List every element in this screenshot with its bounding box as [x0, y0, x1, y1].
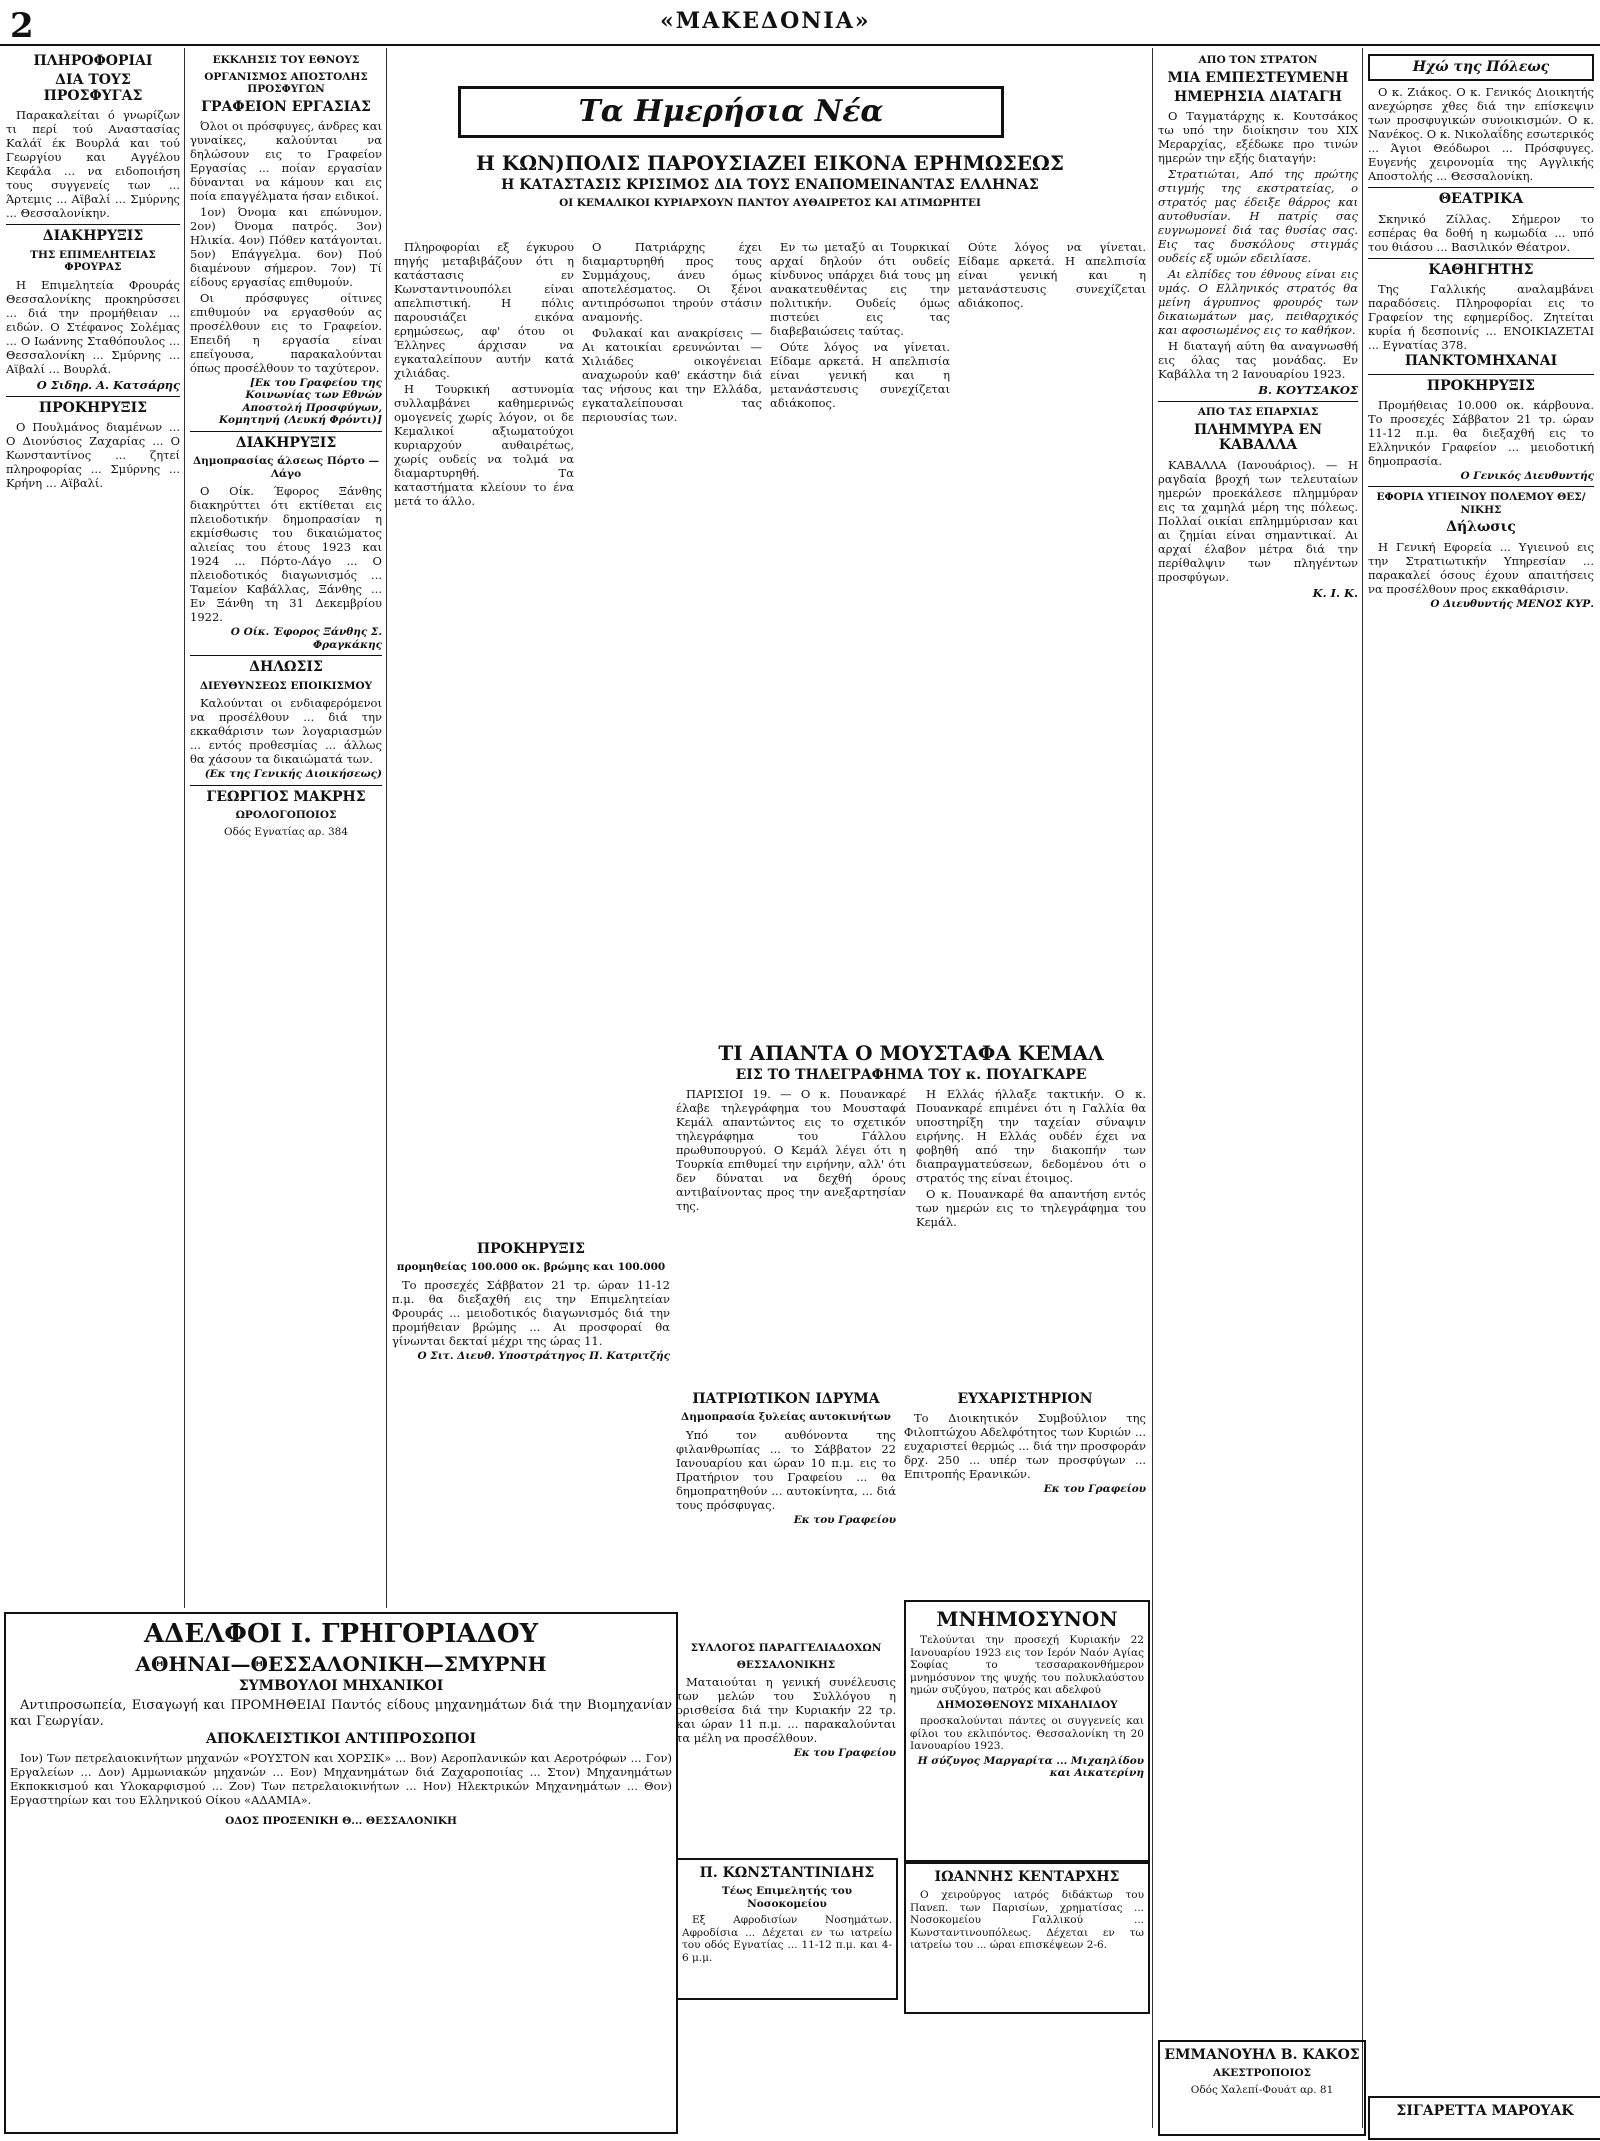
right2-text-3: Της Γαλλικής αναλαμβάνει παραδόσεις. Πληροφορίαι εις το Γραφείον της εφημερίδος. Ζητείται κυρία ή δεσποινίς ... ΕΝΟΙΚΙΑΖΕΤΑΙ ... Εγνατίας 378.: [1368, 282, 1594, 353]
right1-signature-1: Β. ΚΟΥΤΣΑΚΟΣ: [1258, 383, 1358, 398]
column-rule: [1362, 48, 1363, 2128]
right2-heading-3: ΚΑΘΗΓΗΤΗΣ: [1428, 261, 1534, 278]
grigoriadou-brothers-ad: [4, 1612, 678, 2134]
right1-text-1: Ο Ταγματάρχης κ. Κουτσάκος τω υπό την διοίκησιν του ΧΙΧ Μεραρχίας, εξέδωκε προ τινών ημερών την εξής διαταγήν:: [1158, 109, 1358, 166]
col1-heading-1: ΠΛΗΡΟΦΟΡΙΑΙ: [33, 53, 153, 69]
page-number: 2: [10, 6, 34, 46]
col2-text-5: Καλούνται οι ενδιαφερόμενοι να προσέλθουν ... διά την εκκαθάρισιν των λογαριασμών ... εντός προθεσμίας ... άλλως θα χάσουν τα δικαιώματά των.: [190, 696, 382, 767]
col2-address-8: Οδός Εγνατίας αρ. 384: [223, 825, 349, 838]
dentist-heading: ΕΜΜΑΝΟΥΗΛ Β. ΚΑΚΟΣ: [1164, 2047, 1360, 2063]
right1-text-5: ΚΑΒΑΛΛΑ (Ιανουάριος). — Η ραγδαία βροχή των τελευταίων ημερών προεκάλεσε πλημμύραν εις τα χαμηλά μέρη της πόλεως. Πολλαί οικίαι επλημμύρισαν και αι ζημίαι είναι σημαντικαί. Αι αρχαί έλαβον μέτρα διά την περίθαλψιν των πληγέντων προσφύγων.: [1158, 457, 1358, 584]
col1-heading-5: ΠΡΟΚΗΡΥΞΙΣ: [38, 399, 148, 416]
col2-heading-8: ΓΕΩΡΓΙΟΣ ΜΑΚΡΗΣ: [206, 788, 366, 805]
brothers-heading-2: ΑΠΟΚΛΕΙΣΤΙΚΟΙ ΑΝΤΙΠΡΟΣΩΠΟΙ: [205, 1730, 477, 1747]
union-sub: ΘΕΣΣΑΛΟΝΙΚΗΣ: [736, 1658, 836, 1671]
right1-signature-2: Κ. Ι. Κ.: [1312, 585, 1358, 600]
fete-sub: Δημοπρασία ξυλείας αυτοκινήτων: [681, 1411, 891, 1424]
main-text-4: Φυλακαί και ανακρίσεις — Αι κατοικίαι ερευνώνται — Χιλιάδες οικογένειαι αναχωρούν καθ' εκάστην διά τας νήσους και την Ελλάδα, εγκαταλείπουσαι τας περιουσίας των.: [582, 326, 762, 424]
main-story-headlines: [392, 150, 1148, 236]
right1-heading-3: ΑΠΟ ΤΑΣ ΕΠΑΡΧΙΑΣ: [1197, 406, 1319, 419]
col2-text-3: Οι πρόσφυγες οίτινες επιθυμούν να εργασθούν ας προσέλθουν εις το Γραφείον. Επειδή η εργασία είναι επείγουσα, παρακαλούνται όπως προσέλθουν το ταχύτερον.: [190, 290, 382, 375]
memorial-name: ΔΗΜΟΣΘΕΝΟΥΣ ΜΙΧΑΗΛΙΔΟΥ: [936, 1698, 1118, 1711]
doctor-sub: Τέως Επιμελητής του Νοσοκομείου: [721, 1885, 853, 1910]
union-signature: Εκ του Γραφείου: [793, 1747, 896, 1759]
main-story-col-1: [394, 240, 574, 1025]
masthead: [0, 0, 1600, 46]
right2-text-4: Προμήθειας 10.000 οκ. κάρβουνα. Το προσεχές Σάββατον 21 τρ. ώραν 11-12 π.μ. θα διεξαχθή εις το Ελληνικόν Γραφείον ... μειοδοτική δημοπρασία.: [1368, 397, 1594, 468]
brothers-footer: ΟΔΟΣ ΠΡΟΞΕΝΙΚΗ Θ... ΘΕΣΣΑΛΟΝΙΚΗ: [225, 1815, 457, 1828]
main-text-1: Πληροφορίαι εξ έγκυρου πηγής μεταβιβάζουν ότι η κατάστασις εν Κωνσταντινουπόλει είναι απελπιστική. Η πόλις παρουσιάζει εικόνα ερημώσεως, αφ' ότου οι Έλληνες άρχισαν να εγκαταλείπουν αυτήν κατά χιλιάδας.: [394, 240, 574, 380]
right2-heading-5: ΠΡΟΚΗΡΥΞΙΣ: [1426, 377, 1536, 394]
brothers-cities: ΑΘΗΝΑΙ—ΘΕΣΣΑΛΟΝΙΚΗ—ΣΜΥΡΝΗ: [135, 1651, 547, 1676]
col2-heading-1: ΕΚΚΛΗΣΙΣ ΤΟΥ ΕΘΝΟΥΣ: [212, 54, 360, 66]
col2-heading-6: ΔΗΛΩΣΙΣ: [249, 659, 323, 676]
proc-text: Το προσεχές Σάββατον 21 τρ. ώραν 11-12 π.μ. θα διεξαχθή εις την Επιμελητείαν Φρουράς ... μειοδοτικός διαγωνισμός διά την προμήθειαν βρώμης ... Αι προσφοραί θα γίνωνται δεκταί μέχρι της ώρας 11.: [392, 1277, 670, 1348]
right1-heading-4: ΠΛΗΜΜΥΡΑ ΕΝ ΚΑΒΑΛΛΑ: [1193, 421, 1323, 454]
right2-text-5: Η Γενική Εφορεία ... Υγιεινού εις την Στρατιωτικήν Υπηρεσίαν ... παρακαλεί όσους έχουν απαιτήσεις να προσέλθουν προς εκκαθάρισιν.: [1368, 539, 1594, 596]
main-text-3: Ο Πατριάρχης έχει διαμαρτυρηθή προς τους Συμμάχους, άνευ όμως αποτελέσματος. Οι ξένοι αντιπρόσωποι τηρούν στάσιν αναμονής.: [582, 240, 762, 324]
brothers-text-2: Ιον) Των πετρελαιοκινήτων μηχανών «ΡΟΥΣΤΟΝ και ΧΟΡΣΙΚ» ... Βον) Αεροπλανικών και Αεροτρόφων ... Γον) Εργαλείων ... Δον) Αμμωνιακών μηχανών ... Εον) Μηχανημάτων διά Ζαχαροποιίας ... Στον) Μηχανημάτων Εκποκκισμού και Υλοκαρφισμού ... Ζον) Των πετρελαιοκινήτων ... Ηον) Ηλεκτρικών Μηχανημάτων ... Θον) Εργαστηρίων και του Ελληνικού Οίκου «ΑΔΑΜΙΑ».: [10, 1751, 672, 1808]
right2-heading-2: ΘΕΑΤΡΙΚΑ: [1438, 191, 1524, 208]
kemal-subhead: ΕΙΣ ΤΟ ΤΗΛΕΓΡΑΦΗΜΑ ΤΟΥ κ. ΠΟΥΑΓΚΑΡΕ: [735, 1067, 1087, 1083]
memorial-heading: ΜΝΗΜΟΣΥΝΟΝ: [936, 1607, 1118, 1631]
kemal-story: [676, 1040, 1146, 1380]
fete-signature: Εκ του Γραφείου: [793, 1513, 896, 1526]
col2-heading-5: Δημοπρασίας άλσεως Πόρτο — Λάγο: [193, 455, 379, 480]
column-right-2: [1368, 52, 1594, 2062]
fete-heading: ΠΑΤΡΙΩΤΙΚΟΝ ΙΔΡΥΜΑ: [692, 1391, 880, 1407]
brothers-text-1: Αντιπροσωπεία, Εισαγωγή και ΠΡΟΜΗΘΕΙΑΙ Παντός είδους μηχανημάτων διά την Βιομηχανίαν και Γεωργίαν.: [10, 1697, 672, 1729]
main-subhead: Η ΚΑΤΑΣΤΑΣΙΣ ΚΡΙΣΙΜΟΣ ΔΙΑ ΤΟΥΣ ΕΝΑΠΟΜΕΙΝΑΝΤΑΣ ΕΛΛΗΝΑΣ: [501, 177, 1039, 193]
surgeon-text: Ο χειρούργος ιατρός διδάκτωρ του Πανεπ. των Παρισίων, χρηματίσας ... Νοσοκομείου Γαλλικού ... Κωνσταντινουπόλεως. Δέχεται εν τω ιατρείω του ... ώραι επισκέψεων 2-6.: [910, 1889, 1144, 1952]
right1-text-3: Αι ελπίδες του έθνους είναι εις υμάς. Ο Ελληνικός στρατός θα μείνη άγρυπνος φρουρός των δικαιωμάτων μας, πειθαρχικός και αφοσιωμένος εις το καθήκον.: [1158, 267, 1358, 338]
col2-heading-7: ΔΙΕΥΘΥΝΣΕΩΣ ΕΠΟΙΚΙΣΜΟΥ: [199, 679, 373, 692]
column-rule: [386, 48, 387, 1608]
proc-sub: προμηθείας 100.000 οκ. βρώμης και 100.000: [396, 1261, 666, 1274]
col2-text-4: Ο Οίκ. Έφορος Ξάνθης διακηρύττει ότι εκτίθεται εις πλειοδοτικήν δημοπρασίαν η εκμίσθωσις του δικαιώματος αλιείας του έτους 1923 και 1924 ... Πόρτο-Λάγο ... Ο πλειοδοτικός διαγωνισμός ... Ταμείον Καβάλλας, Ξάνθης ... Εν Ξάνθη τη 31 Δεκεμβρίου 1922.: [190, 484, 382, 625]
right1-heading-1: ΜΙΑ ΕΜΠΕΣΤΕΥΜΕΝΗ: [1167, 69, 1349, 86]
daily-news-banner: Τα Ημερήσια Νέα: [458, 86, 1004, 138]
column-1: [6, 52, 180, 1602]
col2-signature-1: [Εκ του Γραφείου της Κοινωνίας των Εθνών Αποστολή Προσφύγων, Κομητηνή (Λευκή Φρόντι)]: [218, 376, 382, 427]
column-rule: [184, 48, 185, 1608]
right2-heading-1: Ηχώ της Πόλεως: [1368, 54, 1594, 81]
brothers-sub: ΣΥΜΒΟΥΛΟΙ ΜΗΧΑΝΙΚΟΙ: [238, 1677, 444, 1694]
patriotic-foundation-notice: [676, 1390, 896, 1630]
right2-text-1: Ο κ. Ζιάκος. Ο κ. Γενικός Διοικητής ανεχώρησε χθες διά την επίσκεψιν των προσφυγικών συνοικισμών. Ο κ. Νανέκος. Ο κ. Νικολαΐδης εσωτερικός ... Άγιοι Θεόδωροι ... Πρόσφυγες. Ευγενής χειρονομία της Αγγλικής Αποστολής ... Θεσσαλονίκη.: [1368, 85, 1594, 184]
col2-sub-8: ΩΡΟΛΟΓΟΠΟΙΟΣ: [235, 809, 337, 822]
right2-signature-2: Ο Διευθυντής ΜΕΝΟΣ ΚΥΡ.: [1430, 597, 1594, 610]
merchants-union-notice: [676, 1640, 896, 1850]
column-right-1: [1158, 52, 1358, 1932]
col1-text-2: Η Επιμελητεία Φρουράς Θεσσαλονίκης προκηρύσσει ... διά την προμήθειαν ... ειδών. Ο Στέφανος Σολέμας ... Ο Ιωάννης Σταθόπουλος ... Θεσσαλονίκη ... Σμύρνης ... Αϊβαλί ... Βουρλά.: [6, 277, 180, 376]
right1-heading-0: ΑΠΟ ΤΟΝ ΣΤΡΑΤΟΝ: [1198, 54, 1318, 66]
union-text: Ματαιούται η γενική συνέλευσις των μελών του Συλλόγου η ορισθείσα διά την Κυριακήν 22 τρ. και ώραν 11 π.μ. ... παρακαλούνται τα μέλη να προσέλθουν.: [676, 1675, 896, 1745]
right2-heading-4: ΠΑΝΚΤΟΜΗΧΑΝΑΙ: [1404, 353, 1558, 370]
col1-text-3: Ο Πουλμάνος διαμένων ... Ο Διονύσιος Ζαχαρίας ... Ο Κωνσταντίνος ... ζητεί πληροφορίας ... Σμύρνης ... Κρήνη ... Αϊβαλί.: [6, 419, 180, 490]
col2-heading-3: ΓΡΑΦΕΙΟΝ ΕΡΓΑΣΙΑΣ: [201, 98, 371, 115]
col1-heading-3: ΔΙΑΚΗΡΥΞΙΣ: [42, 228, 144, 245]
memorial-signature: Η σύζυγος Μαργαρίτα ... Μιχαηλίδου και Αικατερίνη: [917, 1754, 1144, 1779]
memorial-notice: [904, 1600, 1150, 1862]
doctor-ad: [676, 1858, 898, 2000]
main-story-col-2: [582, 240, 762, 1025]
dentist-address: Οδός Χαλεπί-Φουάτ αρ. 81: [1190, 2083, 1334, 2096]
dentist-sub: ΑΚΕΣΤΡΟΠΟΙΟΣ: [1212, 2067, 1312, 2080]
kemal-text-2: Η Ελλάς ήλλαξε τακτικήν. Ο κ. Πουανκαρέ επιμένει ότι η Γαλλία θα υποστηρίξη την ταχείαν σύναψιν ειρήνης. Η Ελλάς ουδέν έχει να φοβηθή από την διακοπήν των διαπραγματεύσεων, δεδομένου ότι ο στρατός της είναι έτοιμος.: [916, 1087, 1146, 1186]
main-headline: Η ΚΩΝ)ΠΟΛΙΣ ΠΑΡΟΥΣΙΑΖΕΙ ΕΙΚΟΝΑ ΕΡΗΜΩΣΕΩΣ: [475, 151, 1064, 175]
thanks-signature: Εκ του Γραφείου: [1043, 1483, 1146, 1496]
col2-text-1: Όλοι οι πρόσφυγες, άνδρες και γυναίκες, καλούνται να δηλώσουν εις το Γραφείον Εργασίας ... ποίαν εργασίαν δύνανται να κάμουν και εις ποία επαγγέλματα ήσαν ειδικοί.: [190, 118, 382, 203]
right2-heading-6: ΕΦΟΡΙΑ ΥΓΙΕΙΝΟΥ ΠΟΛΕΜΟΥ ΘΕΣ/ΝΙΚΗΣ: [1376, 491, 1586, 516]
col2-signature-2: Ο Οίκ. Έφορος Ξάνθης Σ. Φραγκάκης: [230, 626, 382, 651]
right1-text-4: Η διαταγή αύτη θα αναγνωσθή εις όλας τας μονάδας. Εν Καβάλλα τη 2 Ιανουαρίου 1923.: [1158, 339, 1358, 382]
col2-text-2: 1ον) Όνομα και επώνυμον. 2ον) Όνομα πατρός. 3ον) Ηλικία. 4ον) Πόθεν κατάγονται. 5ον) Επάγγελμα. 6ον) Πού διαμένουν σήμερον. 7ον) Τί είδους εργασίας επιθυμούν.: [190, 204, 382, 289]
doctor-heading: Π. ΚΩΝΣΤΑΝΤΙΝΙΔΗΣ: [699, 1865, 875, 1881]
memorial-text: Τελούνται την προσεχή Κυριακήν 22 Ιανουαρίου 1923 εις τον Ιερόν Ναόν Αγίας Σοφίας το τεσσαρακονθήμερον μνημόσυνον της ψυχής του πολυκλαύστου ημών συζύγου, πατρός και αδελφού: [910, 1634, 1144, 1696]
main-story-col-3: [770, 240, 950, 1025]
right1-text-2: Στρατιώται, Από της πρώτης στιγμής της εκστρατείας, ο στρατός μας έδειξε θάρρος και αυτοθυσίαν. Η πατρίς σας ευγνωμονεί διά τας θυσίας σας. Εις τας δυσκόλους στιγμάς ουδείς εξ υμών εδειλίασε.: [1158, 167, 1358, 266]
col1-signature-1: Ο Σιδηρ. Α. Κατσάρης: [36, 377, 180, 392]
fete-text: Υπό τον αυθόνοντα της φιλανθρωπίας ... το Σάββατον 22 Ιανουαρίου και ώραν 10 π.μ. εις το Πρατήριον του Γραφείου ... θα δημοπρατηθούν ... αυτοκίνητα, ... διά τους πρόσφυγας.: [676, 1427, 896, 1512]
surgeon-heading: ΙΩΑΝΝΗΣ ΚΕΝΤΑΡΧΗΣ: [934, 1869, 1120, 1885]
doctor-text: Εξ Αφροδισίων Νοσημάτων. Αφροδίσια ... Δέχεται εν τω ιατρείω του οδός Εγνατίας ... 11-12 π.μ. και 4-6 μ.μ.: [682, 1914, 892, 1964]
kemal-text-1: ΠΑΡΙΣΙΟΙ 19. — Ο κ. Πουανκαρέ έλαβε τηλεγράφημα του Μουσταφά Κεμάλ απαντώντος εις το σχετικόν τηλεγράφημα του Γάλλου πρωθυπουργού. Ο Κεμάλ λέγει ότι η Τουρκία επιθυμεί την ειρήνην, αλλ' ότι δεν δύναται να δεχθή όρους αντιβαίνοντας προς την ανεξαρτησίαν της.: [676, 1087, 906, 1214]
kemal-text-3: Ο κ. Πουανκαρέ θα απαντήση εντός των ημερών εις το τηλεγράφημα του Κεμάλ.: [916, 1187, 1146, 1230]
col2-heading-2: ΟΡΓΑΝΙΣΜΟΣ ΑΠΟΣΤΟΛΗΣ ΠΡΟΣΦΥΓΩΝ: [204, 70, 368, 95]
proc-signature: Ο Σιτ. Διευθ. Υποστράτηγος Π. Κατριτζής: [417, 1349, 670, 1362]
column-rule: [1152, 48, 1153, 2128]
main-story-col-4: [958, 240, 1146, 1025]
cig-heading: ΣΙΓΑΡΕΤΤΑ ΜΑΡΟΥΑΚ: [1396, 2103, 1574, 2119]
procurement-notice: [392, 1240, 670, 1610]
thanks-notice: [904, 1390, 1146, 1590]
col2-signature-3: (Εκ της Γενικής Διοικήσεως): [204, 768, 382, 781]
main-text-6b: Ούτε λόγος να γίνεται. Είδαμε αρκετά. Η απελπισία είναι γενική και η μετανάστευσις συνεχίζεται αδιάκοπος.: [958, 240, 1146, 310]
col2-heading-4: ΔΙΑΚΗΡΥΞΙΣ: [235, 434, 337, 451]
col1-text-1: Παρακαλείται ό γνωρίζων τι περί τού Αναστασίας Καλάϊ έκ Βουρλά και τού Γεωργίου και Αγγέλου Κεφάλα ... να ειδοποιήση τους συγγενείς των ... Άρτεμις ... Αϊβαλί ... Σμύρνης ... Θεσσαλονίκην.: [6, 108, 180, 221]
thanks-heading: ΕΥΧΑΡΙΣΤΗΡΙΟΝ: [957, 1391, 1093, 1407]
brothers-heading: ΑΔΕΛΦΟΙ Ι. ΓΡΗΓΟΡΙΑΔΟΥ: [143, 1619, 539, 1649]
thanks-text: Το Διοικητικόν Συμβούλιον της Φιλοπτώχου Αδελφότητος των Κυριών ... ευχαριστεί θερμώς ... διά την προσφοράν δρχ. 250 ... υπέρ των προσφύγων ... Επιτροπής Ερανικών.: [904, 1411, 1146, 1482]
kemal-headline: ΤΙ ΑΠΑΝΤΑ Ο ΜΟΥΣΤΑΦΑ ΚΕΜΑΛ: [718, 1041, 1104, 1065]
kakos-ad: [1158, 2040, 1366, 2136]
cigarette-ad: [1368, 2096, 1600, 2140]
right1-heading-2: ΗΜΕΡΗΣΙΑ ΔΙΑΤΑΓΗ: [1173, 88, 1343, 105]
column-2: [190, 52, 382, 1602]
main-text-2: Η Τουρκική αστυνομία συλλαμβάνει καθημερινώς ομογενείς χωρίς λόγον, οι δε Κεμαλικοί αξιωματούχοι κυριαρχούν αυθαιρέτως, χωρίς ουδείς να τολμά να διαμαρτυρηθή. Τα καταστήματα κλείουν το ένα μετά το άλλο.: [394, 382, 574, 508]
col1-heading-4: ΤΗΣ ΕΠΙΜΕΛΗΤΕΙΑΣ ΦΡΟΥΡΑΣ: [30, 248, 156, 274]
paper-name: «ΜΑΚΕΔΟΝΙΑ»: [660, 8, 871, 34]
union-heading: ΣΥΛΛΟΓΟΣ ΠΑΡΑΓΓΕΛΙΑΔΟΧΩΝ: [690, 1642, 882, 1654]
right2-text-2: Σκηνικό Ζίλλας. Σήμερον το εσπέρας θα δοθή η κωμωδία ... υπό του θιάσου ... Βασιλικόν Θέατρον.: [1368, 211, 1594, 254]
memorial-text-2: προσκαλούνται πάντες οι συγγενείς και φίλοι του εκλιπόντος. Θεσσαλονίκη τη 20 Ιανουαρίου 1923.: [910, 1715, 1144, 1752]
surgeon-ad: [904, 1862, 1150, 2014]
right2-heading-7: Δήλωσις: [1446, 519, 1516, 536]
main-subhead-2: ΟΙ ΚΕΜΑΛΙΚΟΙ ΚΥΡΙΑΡΧΟΥΝ ΠΑΝΤΟΥ ΑΥΘΑΙΡΕΤΟΣ ΚΑΙ ΑΤΙΜΩΡΗΤΕΙ: [559, 197, 981, 210]
main-text-5: Εν τω μεταξύ αι Τουρκικαί αρχαί δηλούν ότι ουδείς κίνδυνος υπάρχει διά τους μη ανακατευθέντας εις την πολιτικήν. Ουδείς όμως πιστεύει εις τας διαβεβαιώσεις ταύτας.: [770, 240, 950, 338]
right2-signature-1: Ο Γενικός Διευθυντής: [1460, 469, 1594, 482]
main-text-6: Ούτε λόγος να γίνεται. Είδαμε αρκετά. Η απελπισία είναι γενική και η μετανάστευσις συνεχίζεται αδιάκοπος.: [770, 340, 950, 410]
proc-heading: ΠΡΟΚΗΡΥΞΙΣ: [476, 1241, 586, 1257]
col1-heading-2: ΔΙΑ ΤΟΥΣ ΠΡΟΣΦΥΓΑΣ: [43, 72, 143, 104]
